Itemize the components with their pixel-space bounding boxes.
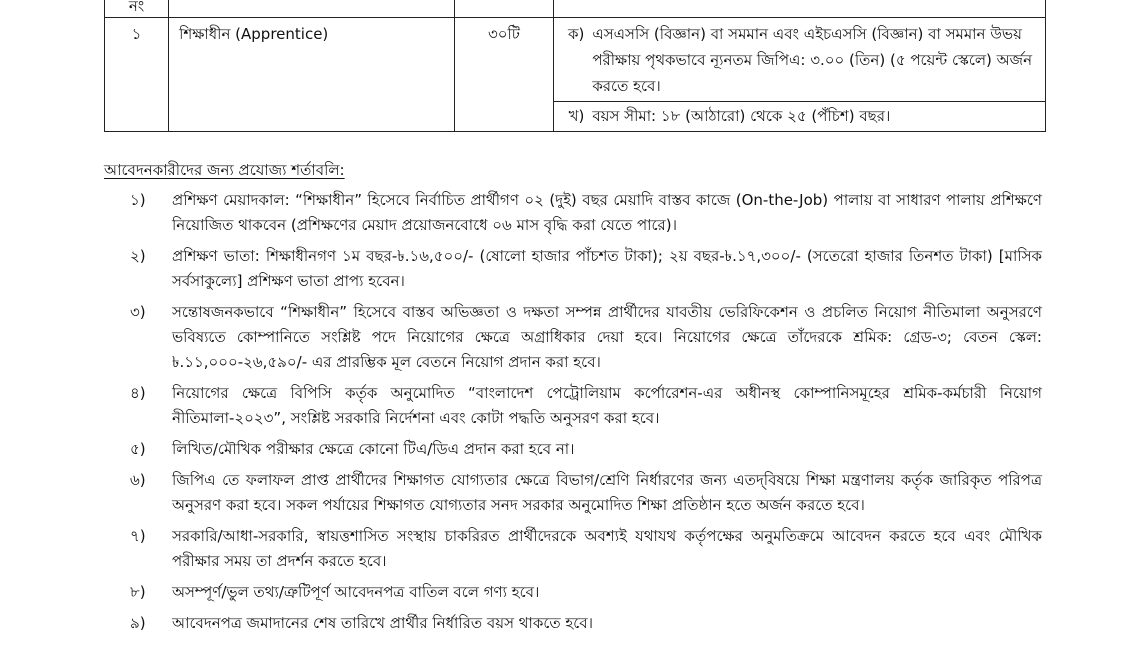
item-number: ৩) [130,303,146,321]
list-item [130,437,1042,462]
item-number: ৫) [130,440,146,458]
item-number: ১) [130,191,146,209]
post-name-cell: শিক্ষাধীন (Apprentice) [169,18,455,132]
requirement-item [554,101,1045,131]
requirements-header [554,0,1046,18]
requirement-text: এসএসসি (বিজ্ঞান) বা সমমান এবং এইচএসসি (বিজ্ঞান) বা সমমান উভয় পরীক্ষায় পৃথকভাবে ন্যূনতম জিপিএ: ৩.০০ (তিন) (৫ পয়েন্ট স্কেলে) অর্জন করতে হবে। [592,25,1033,95]
item-text: অসম্পূর্ণ/ভুল তথ্য/ত্রুটিপূর্ণ আবেদনপত্র বাতিল বলে গণ্য হবে। [172,583,540,601]
item-text: প্রশিক্ষণ মেয়াদকাল: “শিক্ষাধীন” হিসেবে নির্বাচিত প্রার্থীগণ ০২ (দুই) বছর মেয়াদি বাস্তব কাজে (On-the-Job) পালায় বা সাধারণ পালায় প্রশিক্ষণে নিয়োজিত থাকবেন (প্রশিক্ষণের মেয়াদ প্রয়োজনবোধে ০৬ মাস বৃদ্ধি করা যেতে পারে)। [172,191,1042,234]
item-number: ৯) [130,614,146,632]
item-text: প্রশিক্ষণ ভাতা: শিক্ষাধীনগণ ১ম বছর-৳.১৬,৫০০/- (ষোলো হাজার পাঁচশত টাকা); ২য় বছর-৳.১৭,৩০০/- (সতেরো হাজার তিনশত টাকা) [মাসিক সর্বসাকুল্যে] প্রশিক্ষণ ভাতা প্রাপ্য হবেন। [172,247,1042,290]
item-text: জিপিএ তে ফলাফল প্রাপ্ত প্রার্থীদের শিক্ষাগত যোগ্যতার ক্ষেত্রে বিভাগ/শ্রেণি নির্ধারণের জন্য এতদ্‌বিষয়ে শিক্ষা মন্ত্রণালয় কর্তৃক জারিকৃত পরিপত্র অনুসরণ করা হবে। সকল পর্যায়ের শিক্ষাগত যোগ্যতার সনদ সরকার অনুমোদিত শিক্ষা প্রতিষ্ঠান হতে অর্জন করতে হবে। [172,471,1042,514]
item-number: ৪) [130,384,146,402]
conditions-list [130,188,1042,642]
item-text: নিয়োগের ক্ষেত্রে বিপিসি কর্তৃক অনুমোদিত “বাংলাদেশ পেট্রোলিয়াম কর্পোরেশন-এর অধীনস্থ কোম্পানিসমূহের শ্রমিক-কর্মচারী নিয়োগ নীতিমালা-২০২৩”, সংশ্লিষ্ট সরকারি নির্দেশনা এবং কোটা পদ্ধতি অনুসরণ করা হবে। [172,384,1042,427]
count-header [454,0,554,18]
serial-header-label: নং [128,0,145,15]
conditions-heading: আবেদনকারীদের জন্য প্রযোজ্য শর্তাবলি: [104,161,345,179]
post-header [169,0,455,18]
posts-table [104,0,1046,132]
list-item [130,244,1042,294]
list-item [130,580,1042,605]
item-text: সন্তোষজনকভাবে “শিক্ষাধীন” হিসেবে বাস্তব অভিজ্ঞতা ও দক্ষতা সম্পন্ন প্রার্থীদের যাবতীয় ভেরিফিকেশন ও প্রচলিত নিয়োগ নীতিমালা অনুসরণে ভবিষ্যতে কোম্পানিতে সংশ্লিষ্ট পদে নিয়োগের ক্ষেত্রে অগ্রাধিকার দেয়া হবে। নিয়োগের ক্ষেত্রে তাঁদেরকে শ্রমিক: গ্রেড-৩; বেতন স্কেল: ৳.১১,০০০-২৬,৫৯০/- এর প্রারম্ভিক মূল বেতনে নিয়োগ প্রদান করা হবে। [172,303,1042,371]
list-item [130,381,1042,431]
requirement-mark: খ) [568,107,585,125]
item-number: ৬) [130,471,146,489]
requirement-mark: ক) [567,25,585,43]
requirements-cell [554,18,1046,132]
item-text: লিখিত/মৌখিক পরীক্ষার ক্ষেত্রে কোনো টিএ/ডিএ প্রদান করা হবে না। [172,440,575,458]
item-text: সরকারি/আধা-সরকারি, স্বায়ত্তশাসিত সংস্থায় চাকরিরত প্রার্থীদেরকে অবশ্যই যথাযথ কর্তৃপক্ষের অনুমতিক্রমে আবেদন করতে হবে এবং মৌখিক পরীক্ষার সময় তা প্রদর্শন করতে হবে। [172,527,1042,570]
requirement-item [554,18,1045,101]
list-item [130,611,1042,636]
serial-cell: ১ [105,18,169,132]
serial-header [105,0,169,18]
list-item [130,300,1042,375]
list-item [130,468,1042,518]
item-number: ২) [130,247,146,265]
requirement-text: বয়স সীমা: ১৮ (আঠারো) থেকে ২৫ (পঁচিশ) বছর। [592,107,891,125]
table-header-row [105,0,1046,18]
item-number: ৭) [130,527,146,545]
item-number: ৮) [130,583,146,601]
item-text: আবেদনপত্র জমাদানের শেষ তারিখে প্রার্থীর নির্ধারিত বয়স থাকতে হবে। [172,614,594,632]
list-item [130,188,1042,238]
post-count-cell: ৩০টি [454,18,554,132]
list-item [130,524,1042,574]
table-row [105,18,1046,132]
